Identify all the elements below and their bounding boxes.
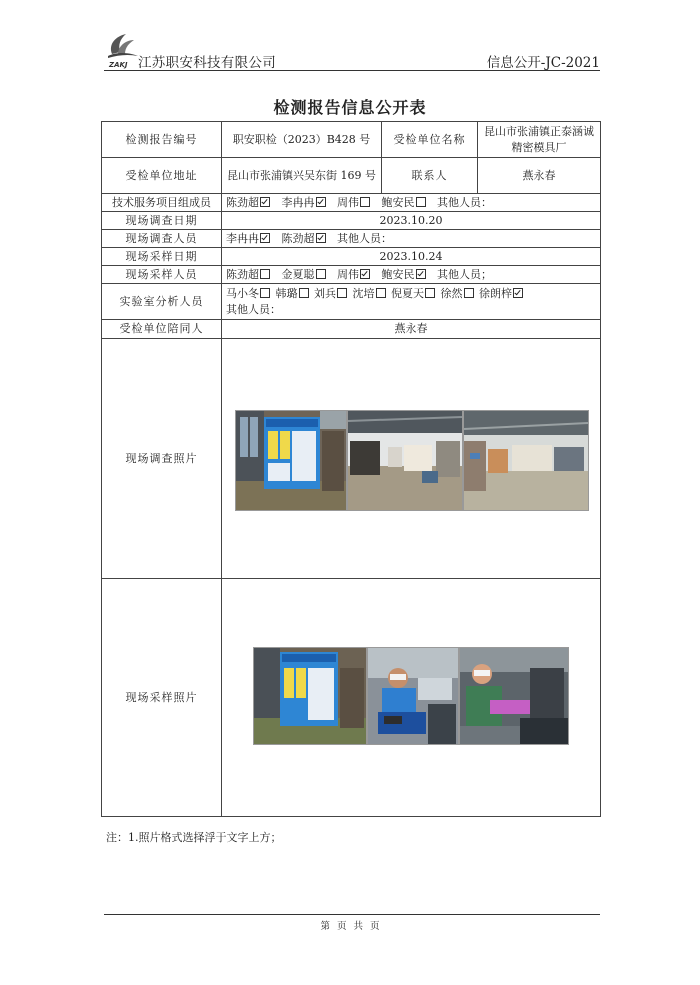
sample-photos-cell (222, 579, 601, 817)
sample-photos-label: 现场采样照片 (102, 579, 222, 817)
checkbox-unchecked-icon[interactable] (337, 288, 347, 298)
footnote: 注：1.照片格式选择浮于文字上方； (106, 831, 282, 844)
team-members (222, 194, 601, 212)
lab-analyst: 马小冬 (226, 286, 259, 300)
lab-analyst: 徐朗梓 (479, 286, 512, 300)
survey-photo-workshop (347, 410, 463, 511)
sample-person: 金夏聪 (281, 267, 315, 281)
checkbox-checked-icon[interactable] (416, 269, 426, 279)
checkbox-unchecked-icon[interactable] (260, 269, 270, 279)
logo-text: ZAKJ (109, 61, 128, 69)
survey-date-value: 2023.10.20 (222, 212, 601, 230)
sample-photo-notice-board (253, 647, 367, 745)
sample-people-label: 现场采样人员 (102, 266, 222, 284)
survey-person: 陈劲超 (281, 231, 315, 245)
other-people-label: 其他人员： (437, 195, 492, 209)
lab-analysts (222, 284, 601, 320)
contact-label: 联系人 (382, 158, 478, 194)
lab-analyst: 倪夏天 (391, 286, 424, 300)
checkbox-unchecked-icon[interactable] (299, 288, 309, 298)
sample-person: 鲍安民 (381, 267, 415, 281)
lab-analyst: 沈培 (352, 286, 375, 300)
other-people-label: 其他人员； (437, 267, 492, 281)
footer-divider (104, 914, 600, 915)
sample-photo-strip (253, 647, 569, 745)
survey-photo-strip (235, 410, 589, 511)
report-no-label: 检测报告编号 (102, 122, 222, 158)
unit-address-label: 受检单位地址 (102, 158, 222, 194)
page-header (104, 30, 600, 72)
survey-photo-production-line (463, 410, 589, 511)
header-divider (104, 70, 600, 71)
page-title: 检测报告信息公开表 (273, 98, 427, 117)
sample-person: 陈劲超 (226, 267, 259, 281)
sample-date-label: 现场采样日期 (102, 248, 222, 266)
survey-photos-label: 现场调查照片 (102, 339, 222, 579)
checkbox-unchecked-icon[interactable] (464, 288, 474, 298)
survey-photo-notice-board (235, 410, 347, 511)
other-people-label: 其他人员： (226, 302, 281, 316)
page-number: 第 页 共 页 (320, 921, 380, 932)
survey-people (222, 230, 601, 248)
team-member: 李冉冉 (281, 195, 315, 209)
sample-person: 周伟 (337, 267, 359, 281)
team-member: 周伟 (337, 195, 359, 209)
survey-date-label: 现场调查日期 (102, 212, 222, 230)
team-member: 鲍安民 (381, 195, 415, 209)
checkbox-checked-icon[interactable] (316, 233, 326, 243)
accompany-label: 受检单位陪同人 (102, 320, 222, 339)
survey-photos-cell (222, 339, 601, 579)
other-people-label: 其他人员： (337, 231, 392, 245)
sample-photo-operator (367, 647, 459, 745)
checkbox-checked-icon[interactable] (260, 233, 270, 243)
team-member: 陈劲超 (226, 195, 259, 209)
checkbox-unchecked-icon[interactable] (425, 288, 435, 298)
lab-analysts-label: 实验室分析人员 (102, 284, 222, 320)
checkbox-checked-icon[interactable] (513, 288, 523, 298)
sample-photo-machine-sampling (459, 647, 569, 745)
lab-analyst: 徐然 (440, 286, 463, 300)
checkbox-unchecked-icon[interactable] (260, 288, 270, 298)
sample-people (222, 266, 601, 284)
unit-name-value: 昆山市张浦镇正泰涵诚精密模具厂 (478, 122, 601, 158)
checkbox-unchecked-icon[interactable] (416, 197, 426, 207)
document-code: 信息公开-JC-2021 (486, 55, 600, 71)
checkbox-unchecked-icon[interactable] (360, 197, 370, 207)
unit-address-value: 昆山市张浦镇兴吴东街 169 号 (222, 158, 382, 194)
checkbox-checked-icon[interactable] (360, 269, 370, 279)
lab-analyst: 刘兵 (314, 286, 336, 300)
checkbox-checked-icon[interactable] (316, 197, 326, 207)
survey-people-label: 现场调查人员 (102, 230, 222, 248)
report-no-value: 职安职检（2023）B428 号 (222, 122, 382, 158)
sample-date-value: 2023.10.24 (222, 248, 601, 266)
team-label: 技术服务项目组成员 (102, 194, 222, 212)
checkbox-unchecked-icon[interactable] (376, 288, 386, 298)
checkbox-unchecked-icon[interactable] (316, 269, 326, 279)
lab-analyst: 韩璐 (275, 286, 298, 300)
info-table (101, 121, 601, 817)
accompany-value: 燕永春 (222, 320, 601, 339)
survey-person: 李冉冉 (226, 231, 259, 245)
checkbox-checked-icon[interactable] (260, 197, 270, 207)
unit-name-label: 受检单位名称 (382, 122, 478, 158)
company-name: 江苏职安科技有限公司 (138, 55, 276, 71)
company-logo (104, 30, 140, 70)
contact-value: 燕永春 (478, 158, 601, 194)
